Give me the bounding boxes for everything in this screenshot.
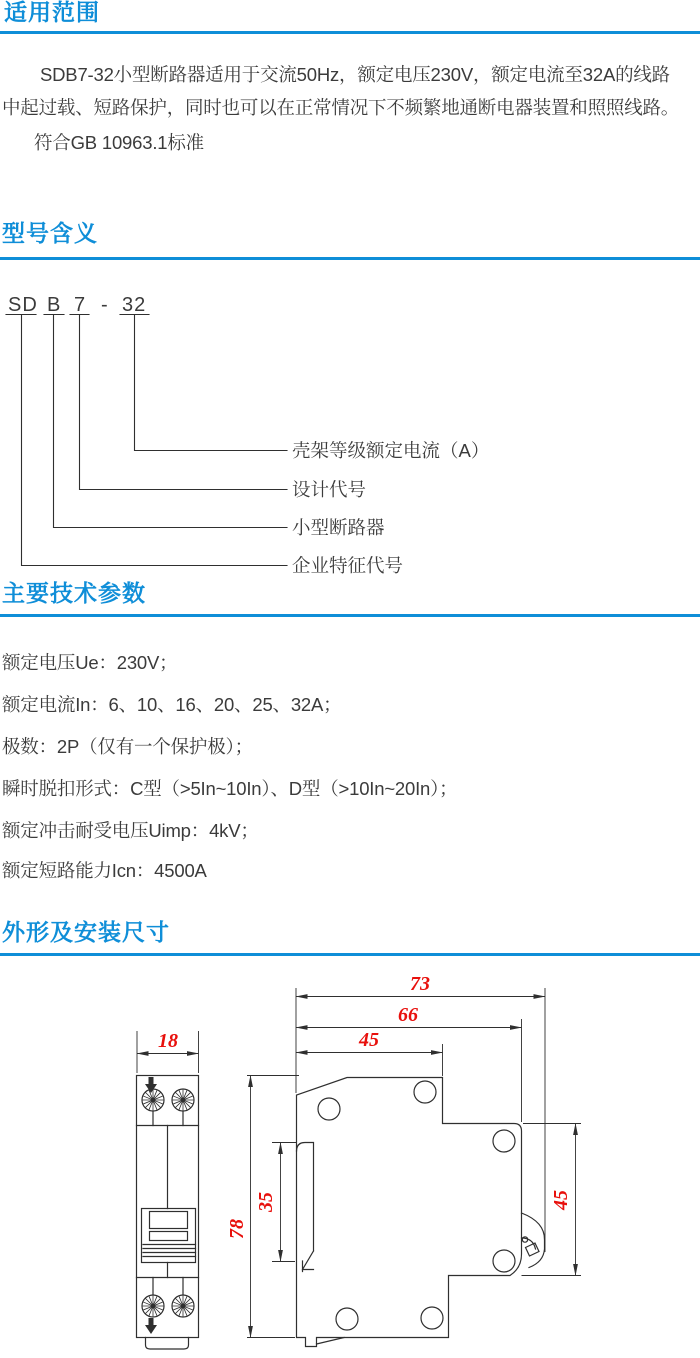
param-poles: 极数：2P（仅有一个保护极）； (2, 736, 253, 757)
param-rated-voltage: 额定电压Ue：230V； (2, 652, 178, 673)
front-view (137, 1076, 199, 1350)
code-label-company-code: 企业特征代号 (292, 555, 404, 576)
model-code-text (8, 294, 146, 316)
code-label-design-code: 设计代号 (292, 479, 367, 500)
dim-label-45-right: 45 (550, 1190, 572, 1210)
section-rule-outline (0, 953, 700, 956)
code-label-frame-current: 壳架等级额定电流（A） (292, 440, 490, 461)
section-rule-model (0, 257, 700, 260)
section-rule-scope (0, 31, 700, 34)
side-view (297, 1078, 545, 1347)
section-title-model: 型号含义 (2, 220, 98, 246)
scope-paragraph-line1: SDB7-32小型断路器适用于交流50Hz，额定电压230V，额定电流至32A的线路 (40, 64, 670, 85)
dim-label-78: 78 (226, 1219, 248, 1239)
code-part-32: 32 (122, 294, 147, 316)
code-label-mcb: 小型断路器 (292, 517, 385, 538)
scope-paragraph-line2: 中起过载、短路保护，同时也可以在正常情况下不频繁地通断电器装置和照照线路。 (2, 97, 680, 118)
dim-label-45-top: 45 (359, 1029, 379, 1051)
dim-label-73: 73 (410, 973, 430, 995)
dim-label-66: 66 (398, 1004, 418, 1026)
code-part-7: 7 (74, 294, 87, 316)
dimension-drawing (0, 970, 700, 1355)
section-rule-params (0, 614, 700, 617)
scope-paragraph-line3: 符合GB 10963.1标准 (34, 132, 204, 153)
param-impulse-voltage: 额定冲击耐受电压Uimp：4kV； (2, 820, 259, 841)
section-title-scope: 适用范围 (4, 0, 100, 25)
code-part-hyphen: - (101, 294, 109, 316)
param-trip-type: 瞬时脱扣形式：C型（>5In~10In）、D型（>10In~20In）； (2, 778, 458, 799)
model-code-connector-lines (22, 315, 288, 566)
param-breaking-capacity: 额定短路能力Icn：4500A (2, 860, 207, 881)
section-title-outline: 外形及安装尺寸 (2, 919, 170, 945)
model-code-labels (292, 440, 489, 576)
dim-label-35: 35 (255, 1192, 277, 1212)
code-part-b: B (47, 294, 62, 316)
dim-label-18: 18 (158, 1030, 178, 1052)
model-code-diagram (0, 285, 700, 580)
dimension-labels (158, 973, 572, 1239)
param-rated-current: 额定电流In：6、10、16、20、25、32A； (2, 694, 342, 715)
dimension-lines (137, 973, 581, 1338)
section-title-params: 主要技术参数 (2, 580, 146, 606)
code-part-sd: SD (8, 294, 38, 316)
